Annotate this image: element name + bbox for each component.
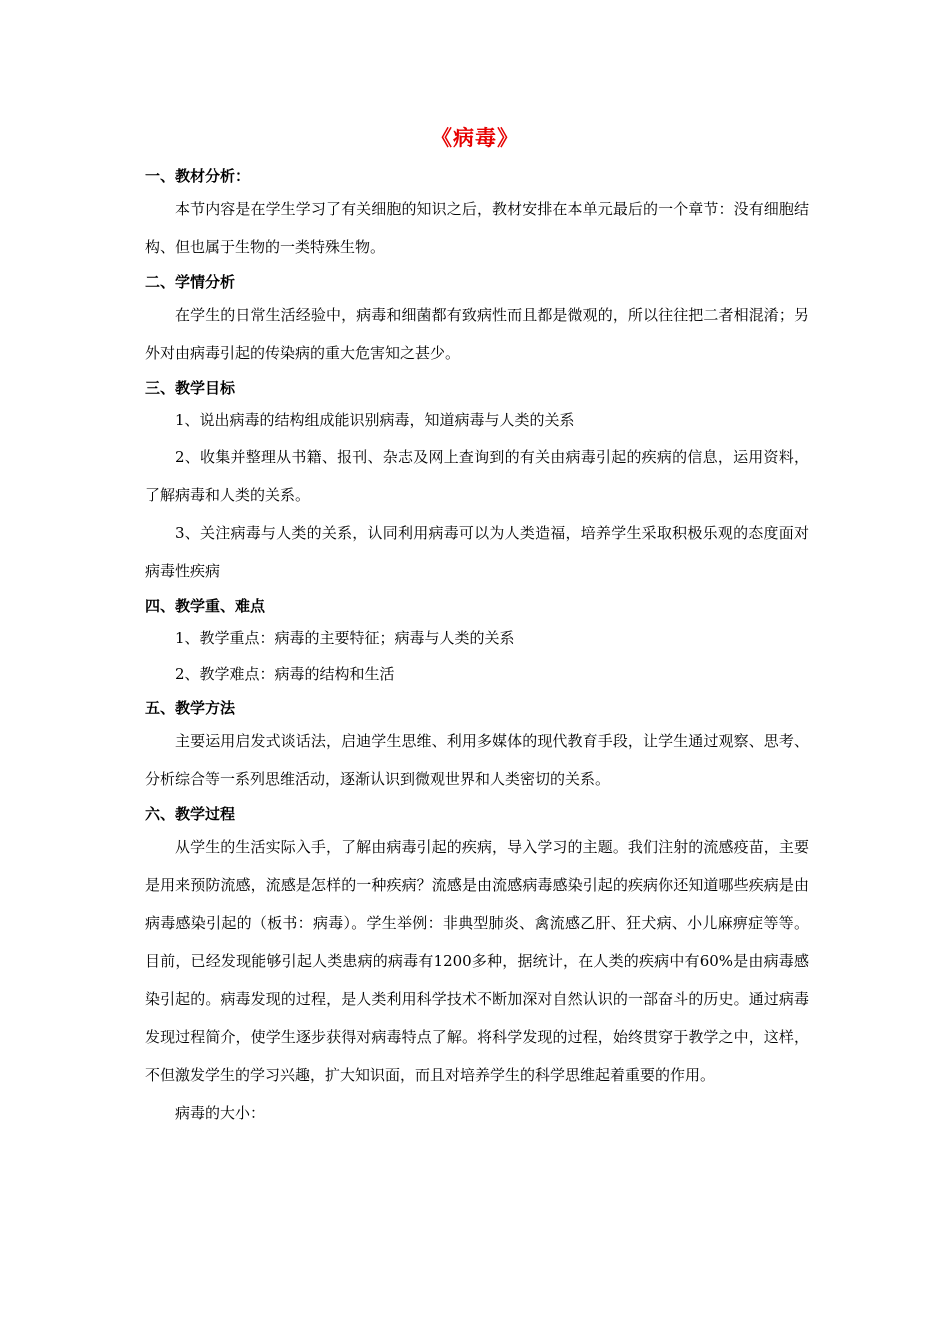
paragraph: 1、教学重点：病毒的主要特征；病毒与人类的关系 — [175, 629, 515, 647]
document-title: 《病毒》 — [431, 126, 519, 150]
section-heading-teaching-process: 六、教学过程 — [145, 805, 236, 823]
paragraph: 本节内容是在学生学习了有关细胞的知识之后，教材安排在本单元最后的一个章节：没有细胞结构、但也属于生物的一类特殊生物。 — [145, 200, 809, 256]
paragraph: 1、说出病毒的结构组成能识别病毒，知道病毒与人类的关系 — [175, 411, 575, 429]
paragraph: 3、关注病毒与人类的关系，认同利用病毒可以为人类造福，培养学生采取积极乐观的态度面对病毒性疾病 — [145, 524, 809, 580]
section-heading-key-points: 四、教学重、难点 — [145, 597, 266, 615]
paragraph: 从学生的生活实际入手，了解由病毒引起的疾病，导入学习的主题。我们注射的流感疫苗，主要是用来预防流感，流感是怎样的一种疾病？流感是由流感病毒感染引起的疾病你还知道哪些疾病是由病毒感染引起的（板书：病毒）。学生举例：非典型肺炎、禽流感乙肝、狂犬病、小儿麻痹症等等。目前，已经发现能够引起人类患病的病毒有1200多种，据统计，在人类的疾病中有60%是由病毒感染引起的。病毒发现的过程，是人类利用科学技术不断加深对自然认识的一部奋斗的历史。通过病毒发现过程简介，使学生逐步获得对病毒特点了解。将科学发现的过程，始终贯穿于教学之中，这样，不但激发学生的学习兴趣，扩大知识面，而且对培养学生的科学思维起着重要的作用。 — [145, 838, 809, 1084]
paragraph: 2、收集并整理从书籍、报刊、杂志及网上查询到的有关由病毒引起的疾病的信息，运用资料，了解病毒和人类的关系。 — [145, 448, 809, 504]
section-heading-textbook-analysis: 一、教材分析： — [145, 167, 251, 185]
paragraph: 主要运用启发式谈话法，启迪学生思维、利用多媒体的现代教育手段，让学生通过观察、思考、分析综合等一系列思维活动，逐渐认识到微观世界和人类密切的关系。 — [145, 732, 809, 788]
paragraph: 病毒的大小： — [175, 1104, 266, 1122]
section-heading-student-analysis: 二、学情分析 — [145, 273, 236, 291]
section-heading-teaching-methods: 五、教学方法 — [145, 699, 236, 717]
paragraph: 在学生的日常生活经验中，病毒和细菌都有致病性而且都是微观的，所以往往把二者相混淆；另外对由病毒引起的传染病的重大危害知之甚少。 — [145, 306, 809, 362]
section-heading-teaching-goals: 三、教学目标 — [145, 379, 236, 397]
document-body — [145, 160, 809, 1132]
paragraph: 2、教学难点：病毒的结构和生活 — [175, 665, 395, 683]
